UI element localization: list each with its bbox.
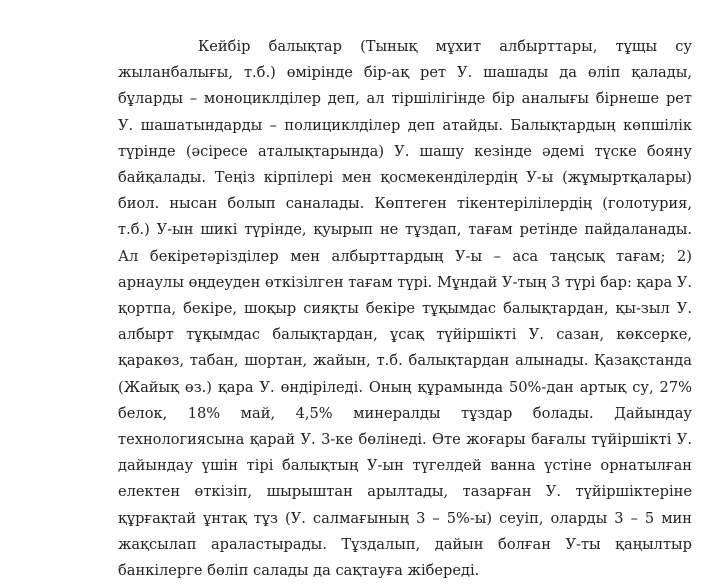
body-paragraph: Кейбір балықтар (Тынық мұхит албырттары, тұщы су жыланбалығы, т.б.) өмірінде бір-ақ рет У. шашады да өліп қалады, бұларды – моноциклділер деп, ал тіршілігінде бір аналығы бірнеше рет У. шашатындарды – полициклділер деп атайды. Балықтардың көпшілік түрінде (әсіресе аталықтарында) У. шашу кезінде әдемі түске бояну байқалады. Теңіз кірпілері мен қосмекенділердің У-ы (жұмыртқалары) биол. нысан болып саналады. Көптеген тікентерілілердің (голотурия, т.б.) У-ын шикі түрінде, қуырып не тұздап, тағам ретінде пайдаланады. Ал бекіретәрізділер мен албырттардың У-ы – аса таңсық тағам; 2) арнаулы өңдеуден өткізілген тағам түрі. Мұндай У-тың 3 түрі бар: қара У. қортпа, бекіре, шоқыр сияқты бекіре тұқымдас балықтардан, қы-зыл У. албырт тұқымдас балықтардан, ұсақ түйіршікті У. сазан, көксерке, қаракөз, табан, шортан, жайын, т.б. балықтардан алынады. Қазақстанда (Жайық өз.) қара У. өндіріледі. Оның құрамында 50%-дан артық су, 27% белок, 18% май, 4,5% минералды тұздар болады. Дайындау технологиясына қарай У. 3-ке бөлінеді. Өте жоғары бағалы түйіршікті У. дайындау үшін тірі балықтың У-ын түгелдей ванна үстіне орнатылған електен өткізіп, шырыштан арылтады, тазарған У. түйіршіктеріне құрғақтай ұнтақ тұз (У. салмағының 3 – 5%-ы) сеуіп, оларды 3 – 5 мин жақсылап араластырады. Тұздалып, дайын болған У-ты қаңылтыр банкілерге бөліп салады да сақтауға жібереді. bbox=[118, 38, 692, 580]
